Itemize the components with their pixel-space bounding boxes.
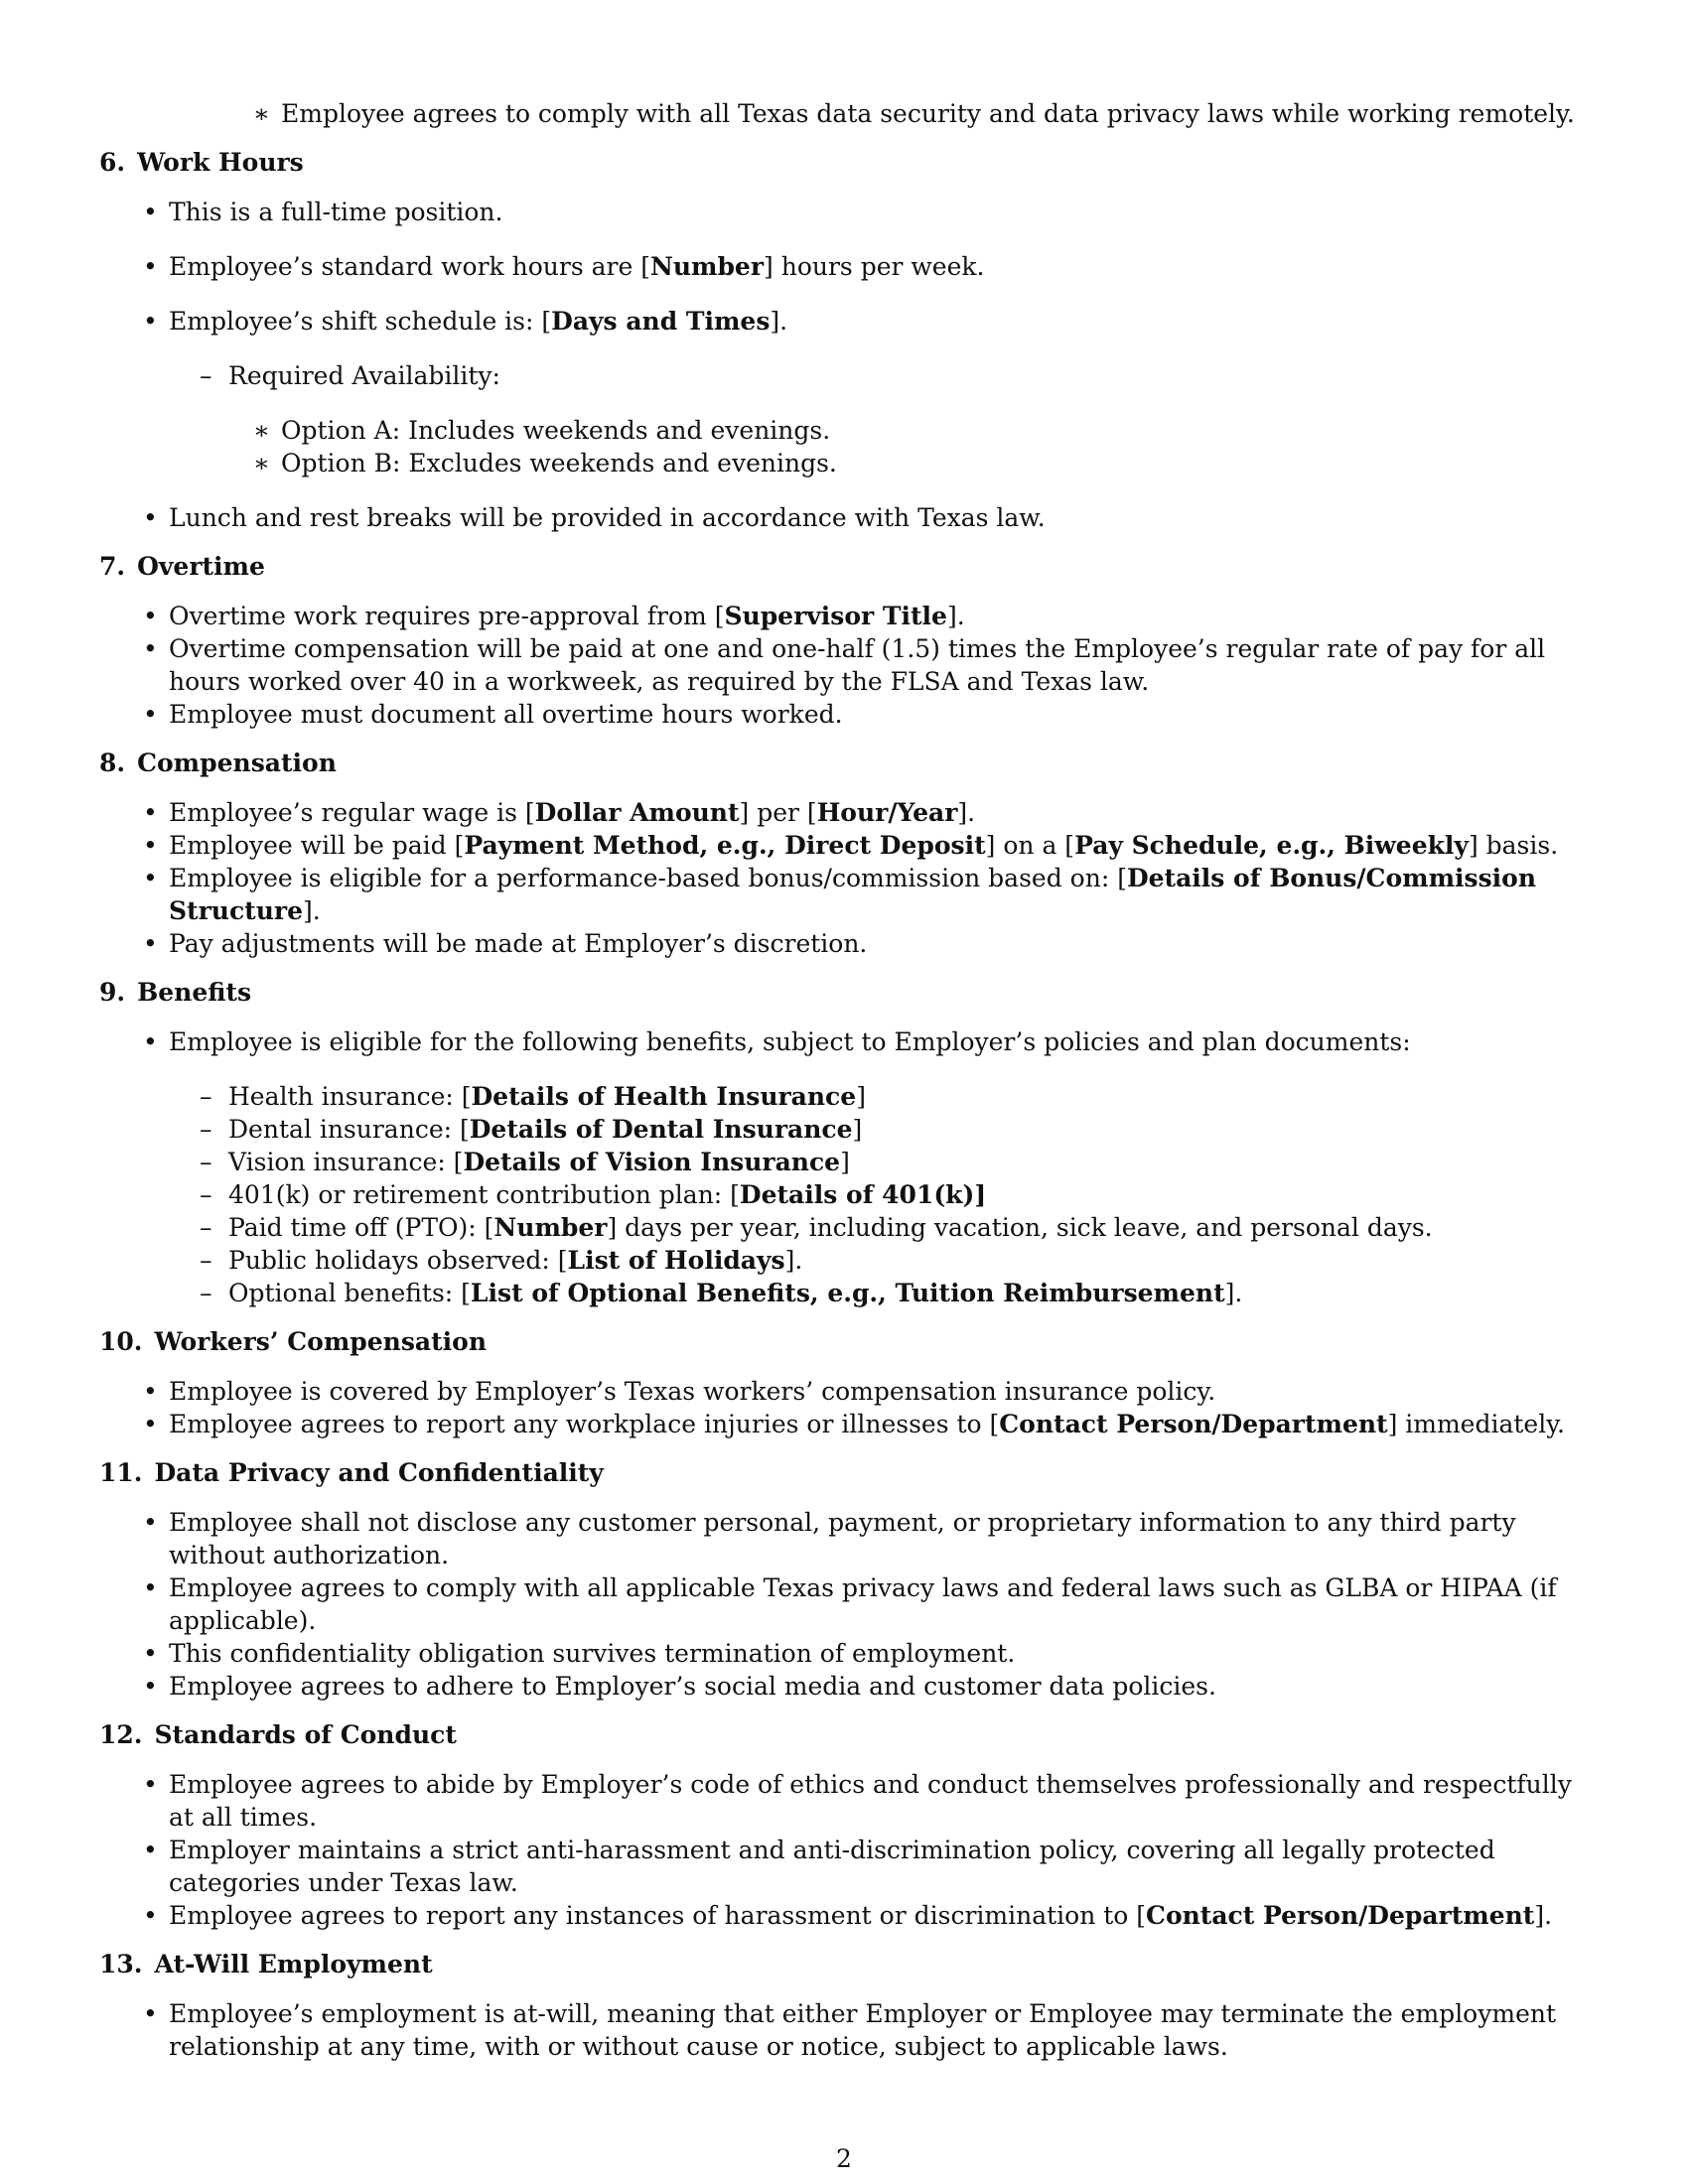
list-item: • Employee is eligible for the following benefits, subject to Employer’s policies and plan documents: — [99, 1025, 1589, 1058]
placeholder-supervisor-title: Supervisor Title — [724, 602, 947, 630]
placeholder-pay-schedule: Pay Schedule, e.g., Biweekly — [1074, 831, 1469, 860]
data-privacy-list — [99, 1506, 1589, 1703]
list-item: ∗ Employee agrees to comply with all Texas data security and data privacy laws while working remotely. — [99, 97, 1589, 130]
list-item: • Employee’s shift schedule is: [Days and Times]. — [99, 305, 1589, 338]
list-item: • Employee agrees to adhere to Employer’s social media and customer data policies. — [99, 1670, 1589, 1703]
list-item: • Overtime work requires pre-approval from [Supervisor Title]. — [99, 600, 1589, 632]
list-item: • Employee’s standard work hours are [Number] hours per week. — [99, 250, 1589, 283]
overtime-list — [99, 600, 1589, 731]
list-item: • Overtime compensation will be paid at one and one-half (1.5) times the Employee’s regular rate of pay for all hours worked over 40 in a workweek, as required by the FLSA and Texas law. — [99, 632, 1589, 698]
section-heading-work-hours: 6. Work Hours — [99, 148, 304, 177]
list-item: • Employee’s employment is at-will, meaning that either Employer or Employee may terminate the employment relationship at any time, with or without cause or notice, subject to applicable laws. — [99, 1997, 1589, 2063]
list-item: • Employee must document all overtime hours worked. — [99, 698, 1589, 731]
list-item: ∗ Option B: Excludes weekends and evenings. — [99, 447, 1589, 479]
placeholder-hour-year: Hour/Year — [816, 798, 958, 827]
compensation-list — [99, 796, 1589, 960]
section-heading-conduct: 12. Standards of Conduct — [99, 1720, 457, 1749]
placeholder-optional-benefits: List of Optional Benefits, e.g., Tuition Reimbursement — [470, 1279, 1225, 1307]
list-item: • Employee agrees to report any workplace injuries or illnesses to [Contact Person/Department] immediately. — [99, 1408, 1589, 1440]
placeholder-contact: Contact Person/Department — [999, 1410, 1388, 1438]
list-item: – Vision insurance: [Details of Vision Insurance] — [99, 1146, 1589, 1178]
list-item: • Lunch and rest breaks will be provided in accordance with Texas law. — [99, 501, 1589, 534]
placeholder-vision-insurance: Details of Vision Insurance — [463, 1148, 841, 1176]
placeholder-bonus-structure: Details of Bonus/Commission Structure — [169, 864, 1537, 925]
placeholder-dental-insurance: Details of Dental Insurance — [469, 1115, 853, 1144]
list-item: • Employee agrees to comply with all applicable Texas privacy laws and federal laws such as GLBA or HIPAA (if applicable). — [99, 1571, 1589, 1637]
list-item: – Dental insurance: [Details of Dental Insurance] — [99, 1113, 1589, 1146]
list-item: – Public holidays observed: [List of Holidays]. — [99, 1244, 1589, 1277]
list-item: • Employee shall not disclose any customer personal, payment, or proprietary information to any third party without authorization. — [99, 1506, 1589, 1571]
list-item: • Employee agrees to abide by Employer’s code of ethics and conduct themselves professionally and respectfully at all times. — [99, 1768, 1589, 1834]
list-item: • Employee’s regular wage is [Dollar Amount] per [Hour/Year]. — [99, 796, 1589, 829]
carryover-list — [99, 97, 1589, 130]
placeholder-401k: Details of 401(k) — [739, 1180, 975, 1209]
list-item: – 401(k) or retirement contribution plan: [Details of 401(k)] — [99, 1178, 1589, 1211]
benefits-list — [99, 1025, 1589, 1309]
placeholder-health-insurance: Details of Health Insurance — [471, 1082, 857, 1111]
list-item: • Employee will be paid [Payment Method, e.g., Direct Deposit] on a [Pay Schedule, e.g., Biweekly] basis. — [99, 829, 1589, 862]
work-hours-list — [99, 196, 1589, 534]
section-heading-data-privacy: 11. Data Privacy and Confidentiality — [99, 1458, 604, 1487]
conduct-list — [99, 1768, 1589, 1932]
list-item: • Employer maintains a strict anti-harassment and anti-discrimination policy, covering all legally protected categories under Texas law. — [99, 1834, 1589, 1899]
list-item: • This confidentiality obligation survives termination of employment. — [99, 1637, 1589, 1670]
list-item: ∗ Option A: Includes weekends and evenings. — [99, 414, 1589, 447]
list-item: – Optional benefits: [List of Optional Benefits, e.g., Tuition Reimbursement]. — [99, 1277, 1589, 1309]
document-body — [99, 97, 1589, 2063]
list-item: • This is a full-time position. — [99, 196, 1589, 228]
list-item: • Employee is covered by Employer’s Texas workers’ compensation insurance policy. — [99, 1375, 1589, 1408]
list-item: • Employee agrees to report any instances of harassment or discrimination to [Contact Person/Department]. — [99, 1899, 1589, 1932]
placeholder-dollar-amount: Dollar Amount — [534, 798, 740, 827]
section-heading-overtime: 7. Overtime — [99, 552, 265, 581]
list-item: • Pay adjustments will be made at Employer’s discretion. — [99, 927, 1589, 960]
placeholder-holidays: List of Holidays — [567, 1246, 785, 1275]
at-will-list — [99, 1997, 1589, 2063]
list-item: – Required Availability: — [99, 359, 1589, 392]
placeholder-payment-method: Payment Method, e.g., Direct Deposit — [464, 831, 986, 860]
list-item: – Health insurance: [Details of Health Insurance] — [99, 1080, 1589, 1113]
placeholder-pto-days: Number — [493, 1213, 608, 1242]
placeholder-contact: Contact Person/Department — [1146, 1901, 1535, 1930]
page-number: 2 — [836, 2144, 852, 2173]
placeholder-days-times: Days and Times — [551, 307, 771, 336]
list-item: • Employee is eligible for a performance-based bonus/commission based on: [Details of Bonus/Commission Structure]. — [99, 862, 1589, 927]
section-heading-benefits: 9. Benefits — [99, 978, 252, 1007]
section-heading-workers-comp: 10. Workers’ Compensation — [99, 1327, 488, 1356]
placeholder-number: Number — [649, 252, 765, 281]
workers-comp-list — [99, 1375, 1589, 1440]
list-item: – Paid time off (PTO): [Number] days per year, including vacation, sick leave, and personal days. — [99, 1211, 1589, 1244]
section-heading-at-will: 13. At-Will Employment — [99, 1950, 433, 1979]
section-heading-compensation: 8. Compensation — [99, 749, 337, 777]
